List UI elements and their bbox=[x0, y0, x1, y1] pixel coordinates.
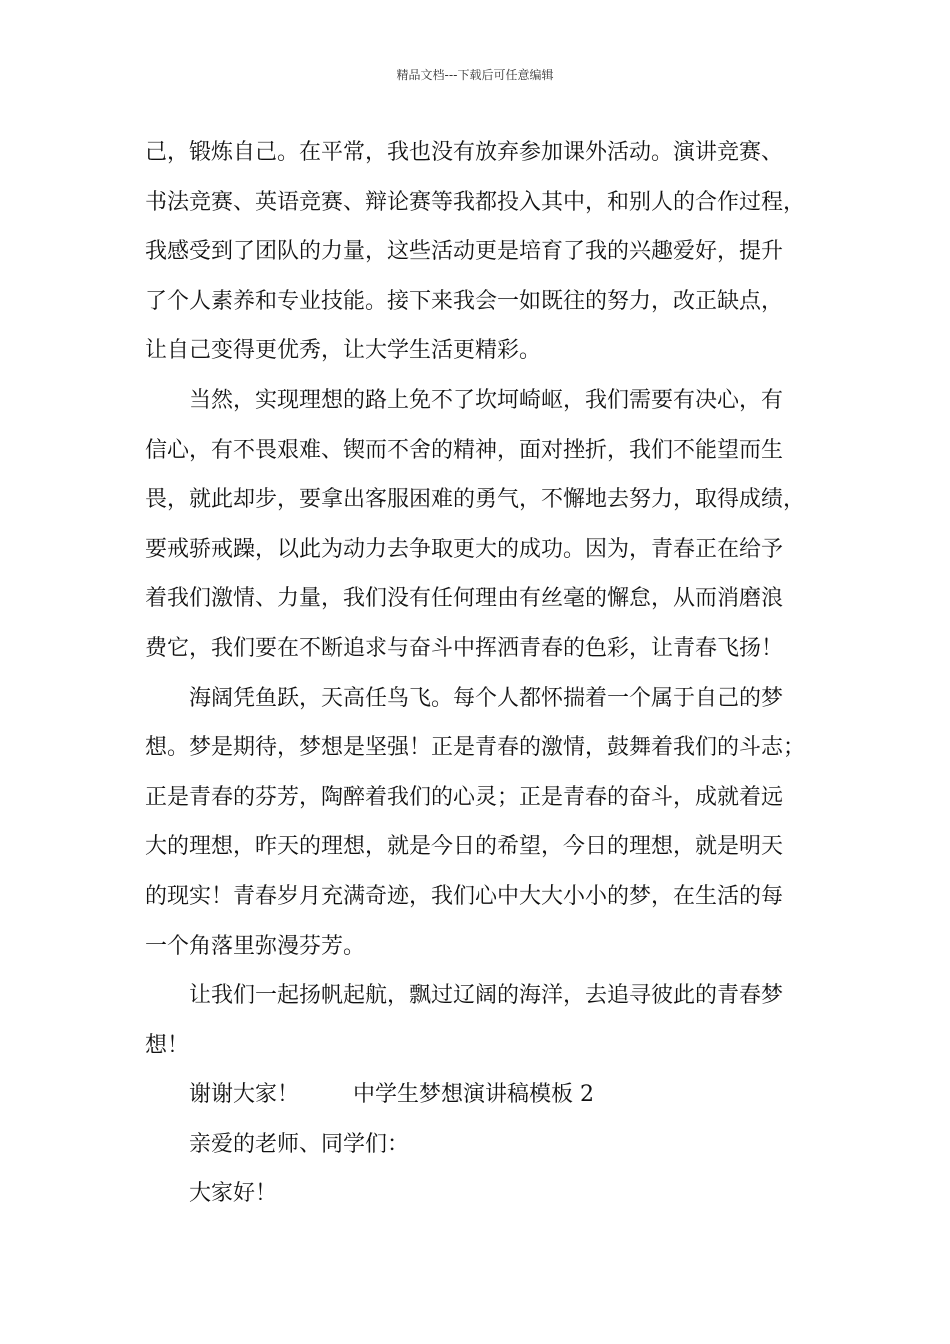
hello-line: 大家好！ bbox=[189, 1181, 278, 1207]
text-line: 书法竞赛、英语竞赛、辩论赛等我都投入其中，和别人的合作过程， bbox=[145, 189, 806, 215]
text-line: 大的理想，昨天的理想，就是今日的希望，今日的理想，就是明天 bbox=[145, 834, 784, 860]
text-line: 让我们一起扬帆起航，飘过辽阔的海洋，去追寻彼此的青春梦 bbox=[189, 983, 784, 1009]
text-line: 想。梦是期待，梦想是坚强！正是青春的激情，鼓舞着我们的斗志； bbox=[145, 735, 806, 761]
text-line: 畏，就此却步，要拿出客服困难的勇气，不懈地去努力，取得成绩， bbox=[145, 487, 806, 513]
text-line: 要戒骄戒躁，以此为动力去争取更大的成功。因为，青春正在给予 bbox=[145, 536, 784, 562]
thanks-line bbox=[145, 1070, 825, 1120]
text-line: 的现实！青春岁月充满奇迹，我们心中大大小小的梦，在生活的每 bbox=[145, 883, 784, 909]
paragraph-activities bbox=[145, 128, 825, 376]
next-speech-title: 中学生梦想演讲稿模板 2 bbox=[353, 1082, 595, 1108]
text-line: 己，锻炼自己。在平常，我也没有放弃参加课外活动。演讲竞赛、 bbox=[145, 140, 784, 165]
paragraph-sail bbox=[145, 971, 825, 1070]
greeting-line: 亲爱的老师、同学们： bbox=[189, 1131, 410, 1157]
text-line: 当然，实现理想的路上免不了坎坷崎岖，我们需要有决心，有 bbox=[189, 387, 784, 413]
text-line: 着我们激情、力量，我们没有任何理由有丝毫的懈怠，从而消磨浪 bbox=[145, 586, 784, 612]
text-line: 正是青春的芬芳，陶醉着我们的心灵；正是青春的奋斗，成就着远 bbox=[145, 784, 784, 810]
text-line: 费它，我们要在不断追求与奋斗中挥洒青春的色彩，让青春飞扬！ bbox=[145, 635, 784, 661]
text-line: 海阔凭鱼跃，天高任鸟飞。每个人都怀揣着一个属于自己的梦 bbox=[189, 685, 784, 711]
text-line: 我感受到了团队的力量，这些活动更是培育了我的兴趣爱好，提升 bbox=[145, 239, 784, 265]
text-line: 信心，有不畏艰难、锲而不舍的精神，面对挫折，我们不能望而生 bbox=[145, 437, 784, 463]
text-line: 让自己变得更优秀，让大学生活更精彩。 bbox=[145, 338, 542, 364]
paragraph-dreams bbox=[145, 674, 825, 972]
text-line: 了个人素养和专业技能。接下来我会一如既往的努力，改正缺点， bbox=[145, 288, 784, 314]
page-header: 精品文档---下载后可任意编辑 bbox=[396, 68, 554, 82]
paragraph-ideals bbox=[145, 376, 825, 674]
text-line: 想！ bbox=[145, 1032, 190, 1058]
document-body bbox=[145, 128, 825, 1219]
text-line: 一个角落里弥漫芬芳。 bbox=[145, 933, 366, 959]
thanks-text: 谢谢大家！ bbox=[189, 1082, 300, 1108]
